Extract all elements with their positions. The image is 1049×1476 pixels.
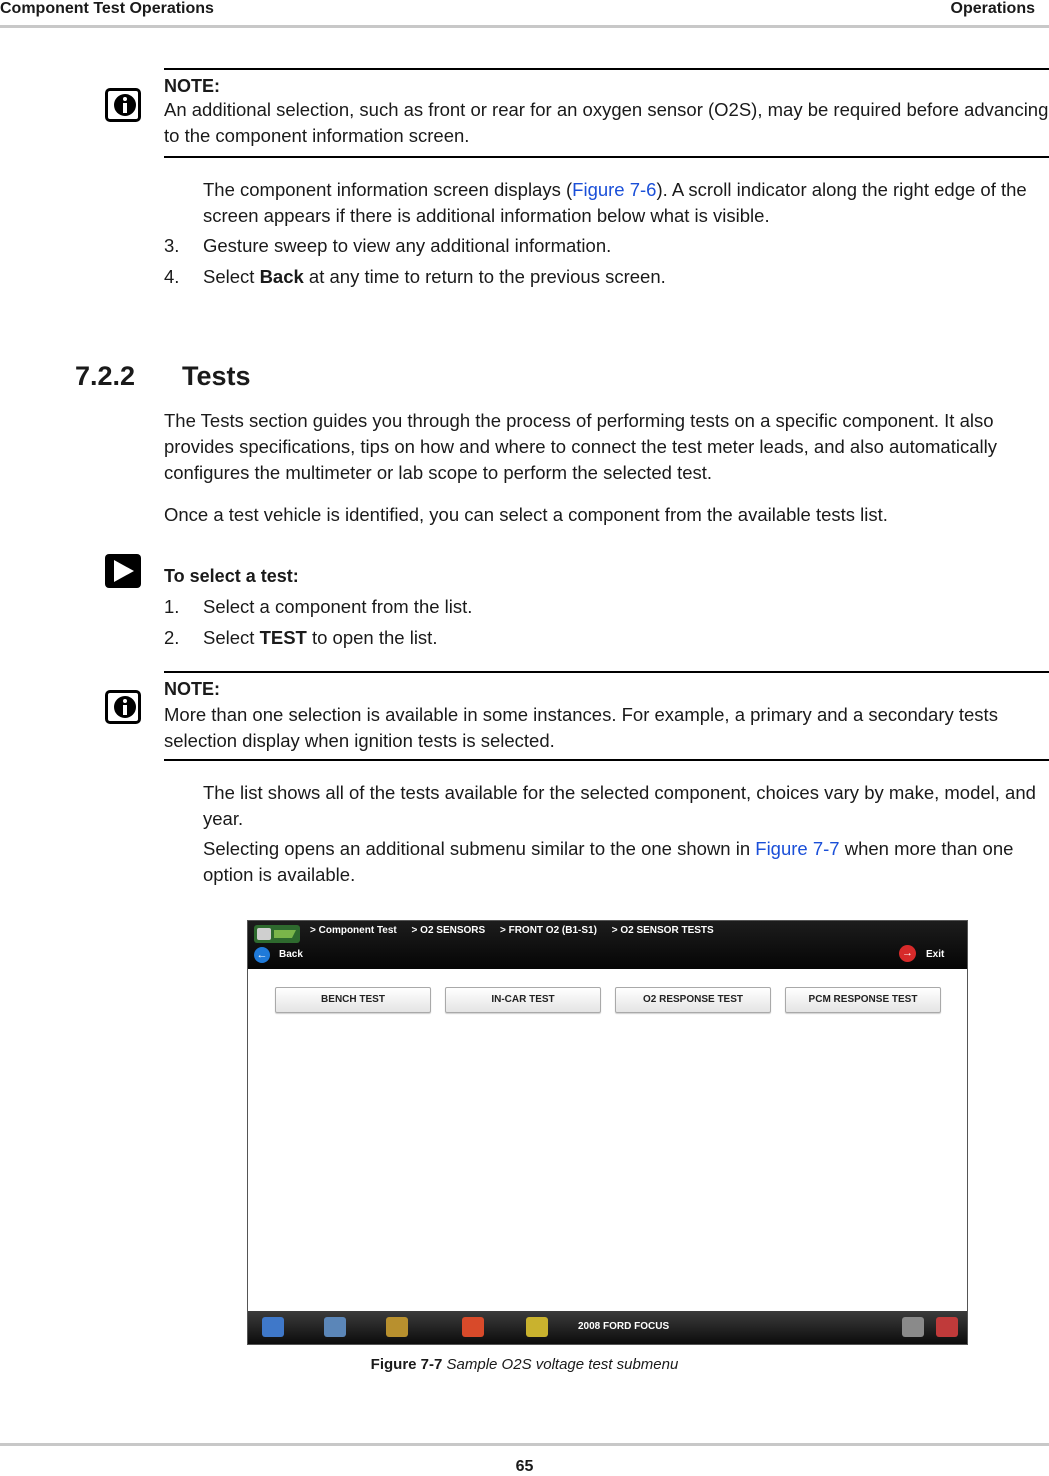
step-text	[203, 264, 1049, 290]
back-arrow-icon[interactable]: ←	[254, 947, 270, 963]
breadcrumb-item[interactable]: > O2 SENSOR TESTS	[611, 925, 714, 936]
figure-screenshot	[247, 920, 968, 1345]
caption-text: Sample O2S voltage test submenu	[446, 1356, 679, 1373]
step-number: 1.	[164, 596, 180, 617]
breadcrumb-item[interactable]: > FRONT O2 (B1-S1)	[499, 925, 597, 936]
step-text: Gesture sweep to view any additional information.	[203, 235, 612, 256]
o2-response-test-button[interactable]: O2 RESPONSE TEST	[615, 987, 771, 1013]
title-bar	[248, 921, 967, 969]
paragraph-text: The component information screen displays (	[203, 179, 573, 200]
wifi-icon[interactable]	[902, 1317, 924, 1337]
note-title: NOTE:	[164, 679, 220, 699]
note-title: NOTE:	[164, 76, 220, 96]
test-list-paragraph: The list shows all of the tests available for the selected component, choices vary by make, model, and year.	[203, 782, 1036, 829]
home-icon[interactable]	[262, 1317, 284, 1337]
breadcrumb-item[interactable]: > Component Test	[310, 925, 397, 936]
printer-icon[interactable]	[526, 1317, 548, 1337]
figure-caption	[0, 1356, 1049, 1374]
info-icon	[105, 88, 141, 122]
pcm-response-test-button[interactable]: PCM RESPONSE TEST	[785, 987, 941, 1013]
step-text-part: Select	[203, 627, 260, 648]
paragraph-text: Selecting opens an additional submenu similar to the one shown in	[203, 838, 756, 859]
header-rule	[0, 25, 1049, 28]
tools-icon[interactable]	[386, 1317, 408, 1337]
procedure-arrow-icon	[105, 554, 141, 588]
step-text	[203, 625, 1049, 651]
breadcrumb	[310, 925, 726, 936]
running-header-left: Component Test Operations	[0, 0, 214, 17]
note-text: More than one selection is available in some instances. For example, a primary and a secondary tests selection display when ignition tests is selected.	[164, 704, 998, 751]
footer-rule	[0, 1443, 1049, 1446]
info-icon	[105, 690, 141, 724]
note-bottom-rule	[164, 759, 1049, 761]
step-text-part: at any time to return to the previous screen.	[303, 266, 666, 287]
figure-7-7-link[interactable]: Figure 7-7	[755, 838, 840, 859]
step-keyword: Back	[259, 266, 304, 287]
note-top-rule	[164, 68, 1049, 70]
procedure-title: To select a test:	[164, 566, 299, 586]
vehicle-label: 2008 FORD FOCUS	[578, 1321, 670, 1332]
exit-icon[interactable]: →	[899, 945, 916, 962]
info-screen-paragraph	[203, 177, 1033, 229]
step-text: Select a component from the list.	[203, 596, 473, 617]
note-bottom-rule	[164, 156, 1049, 158]
step-number: 4.	[164, 266, 180, 287]
tests-vehicle-paragraph: Once a test vehicle is identified, you can select a component from the available tests list.	[164, 504, 888, 525]
page-number: 65	[515, 1458, 534, 1475]
paragraph-text: when more than one option is available.	[203, 838, 1014, 885]
paragraph-text: ). A scroll indicator along the right edge of the screen appears if there is additional information below what is visible.	[203, 179, 1027, 226]
bench-test-button[interactable]: BENCH TEST	[275, 987, 431, 1013]
figure-7-6-link[interactable]: Figure 7-6	[572, 179, 657, 200]
note-top-rule	[164, 671, 1049, 673]
tests-intro-paragraph: The Tests section guides you through the process of performing tests on a specific component. It also provides specifications, tips on how and where to connect the test meter leads, and also automatically configures the multimeter or lab scope to perform the selected test.	[164, 410, 997, 483]
exit-button[interactable]: Exit	[926, 949, 945, 960]
note-text: An additional selection, such as front or rear for an oxygen sensor (O2S), may be required before advancing to the component information screen.	[164, 99, 1049, 146]
step-number: 2.	[164, 627, 180, 648]
battery-icon[interactable]	[936, 1317, 958, 1337]
step-text-part: Select	[203, 266, 260, 287]
running-header-right: Operations	[950, 0, 1035, 17]
vehicle-icon[interactable]	[462, 1317, 484, 1337]
in-car-test-button[interactable]: IN-CAR TEST	[445, 987, 601, 1013]
section-number: 7.2.2	[75, 361, 136, 391]
submenu-paragraph	[203, 836, 1038, 888]
step-text-part: to open the list.	[306, 627, 438, 648]
step-number: 3.	[164, 235, 180, 256]
list-icon[interactable]	[324, 1317, 346, 1337]
app-logo-icon	[254, 924, 300, 944]
caption-label: Figure 7-7	[370, 1356, 443, 1373]
step-keyword: TEST	[259, 627, 307, 648]
section-title: Tests	[182, 361, 251, 391]
breadcrumb-item[interactable]: > O2 SENSORS	[411, 925, 486, 936]
toolbar	[248, 1311, 967, 1344]
back-button[interactable]: Back	[279, 949, 303, 960]
